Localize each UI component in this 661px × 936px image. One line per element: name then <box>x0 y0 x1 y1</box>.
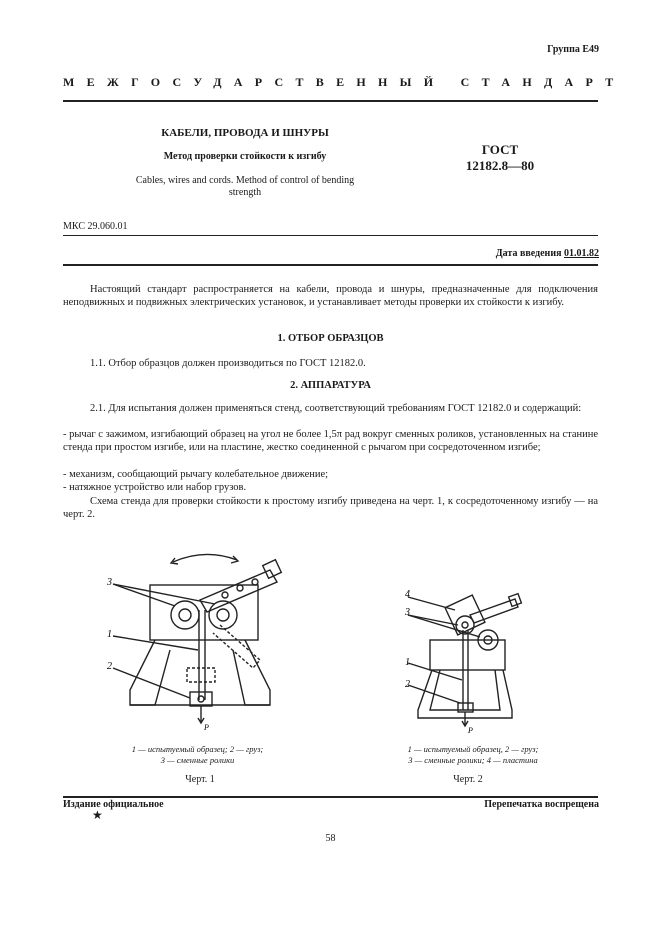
figure2-label-4: 4 <box>405 589 410 600</box>
mks-rule <box>63 235 598 236</box>
figure1-label-3: 3 <box>107 577 112 588</box>
footer-official-edition: Издание официальное <box>63 799 164 810</box>
figure1-force-label: P <box>204 723 209 732</box>
figure1-label-1: 1 <box>107 629 112 640</box>
date-value: 01.01.82 <box>564 248 599 259</box>
figure2-drawing <box>400 585 540 735</box>
figure1-drawing <box>95 540 295 740</box>
gost-designation <box>445 142 555 174</box>
figure1-label-2: 2 <box>107 661 112 672</box>
introduction-date <box>496 248 599 259</box>
figure2-force-label: P <box>468 726 473 735</box>
list-item-lever: - рычаг с зажимом, изгибающий образец на угол не более 1,5π рад вокруг сменных роликов, установленных на станине стенда при простом изгибе, или на пластине, жестко соединенной с рычагом при сосредоточенном изгибе; <box>63 429 598 454</box>
section1-heading: 1. ОТБОР ОБРАЗЦОВ <box>277 333 384 344</box>
figure2-caption-line2: 3 — сменные ролики; 4 — пластина <box>408 755 538 765</box>
figure2-caption <box>378 744 568 766</box>
star-icon: ★ <box>92 808 103 822</box>
rotation-arrow <box>173 554 237 562</box>
group-code: Группа Е49 <box>547 44 599 55</box>
footer-reprint-prohibited: Перепечатка воспрещена <box>484 799 599 810</box>
date-rule <box>63 264 598 266</box>
figure2-caption-line1: 1 — испытуемый образец, 2 — груз; <box>407 744 539 754</box>
header-rule <box>63 100 598 102</box>
figure1-caption <box>90 744 305 766</box>
figure1-caption-line2: 3 — сменные ролики <box>160 755 235 765</box>
figure2-label-2: 2 <box>405 679 410 690</box>
roller-left <box>171 601 199 629</box>
plate <box>445 595 485 635</box>
gost-label: ГОСТ <box>481 142 519 157</box>
document-title: КАБЕЛИ, ПРОВОДА И ШНУРЫ <box>161 127 329 139</box>
figure1-caption-line1: 1 — испытуемый образец; 2 — груз; <box>131 744 264 754</box>
intro-paragraph: Настоящий стандарт распространяется на кабели, провода и шнуры, предназначенные для подключения неподвижных и подвижных электрических установок, и устанавливает методы проверки их стойкости к изгибу. <box>63 284 598 309</box>
frame-leg-right <box>233 640 270 705</box>
figure2-label-1: 1 <box>405 657 410 668</box>
date-label: Дата введения <box>495 248 562 259</box>
gost-number: 12182.8—80 <box>465 158 535 173</box>
list-item-tensioner: - натяжное устройство или набор грузов. <box>63 482 247 493</box>
section2-paragraph: 2.1. Для испытания должен применяться стенд, соответствующий требованиям ГОСТ 12182.0 и содержащий: <box>90 403 582 414</box>
section2-heading: 2. АППАРАТУРА <box>290 380 371 391</box>
english-title: Cables, wires and cords. Method of control of bending strength <box>135 175 355 198</box>
mks-code: МКС 29.060.01 <box>63 221 128 232</box>
frame-leg-left <box>130 640 170 705</box>
figure2-label-3: 3 <box>405 607 410 618</box>
frame-upper <box>150 585 258 640</box>
list-item-mechanism: - механизм, сообщающий рычагу колебательное движение; <box>63 469 329 480</box>
figure1-title: Черт. 1 <box>185 774 215 785</box>
section1-paragraph: 1.1. Отбор образцов должен производиться по ГОСТ 12182.0. <box>90 358 366 369</box>
standard-type-heading: МЕЖГОСУДАРСТВЕННЫЙ СТАНДАРТ <box>63 75 626 89</box>
weight <box>190 692 212 706</box>
document-subtitle: Метод проверки стойкости к изгибу <box>163 151 327 162</box>
figure2-title: Черт. 2 <box>453 774 483 785</box>
footer-rule <box>63 796 598 798</box>
page-number: 58 <box>325 833 336 844</box>
scheme-reference-paragraph: Схема стенда для проверки стойкости к простому изгибу приведена на черт. 1, к сосредоточенному изгибу — на черт. 2. <box>63 496 598 521</box>
